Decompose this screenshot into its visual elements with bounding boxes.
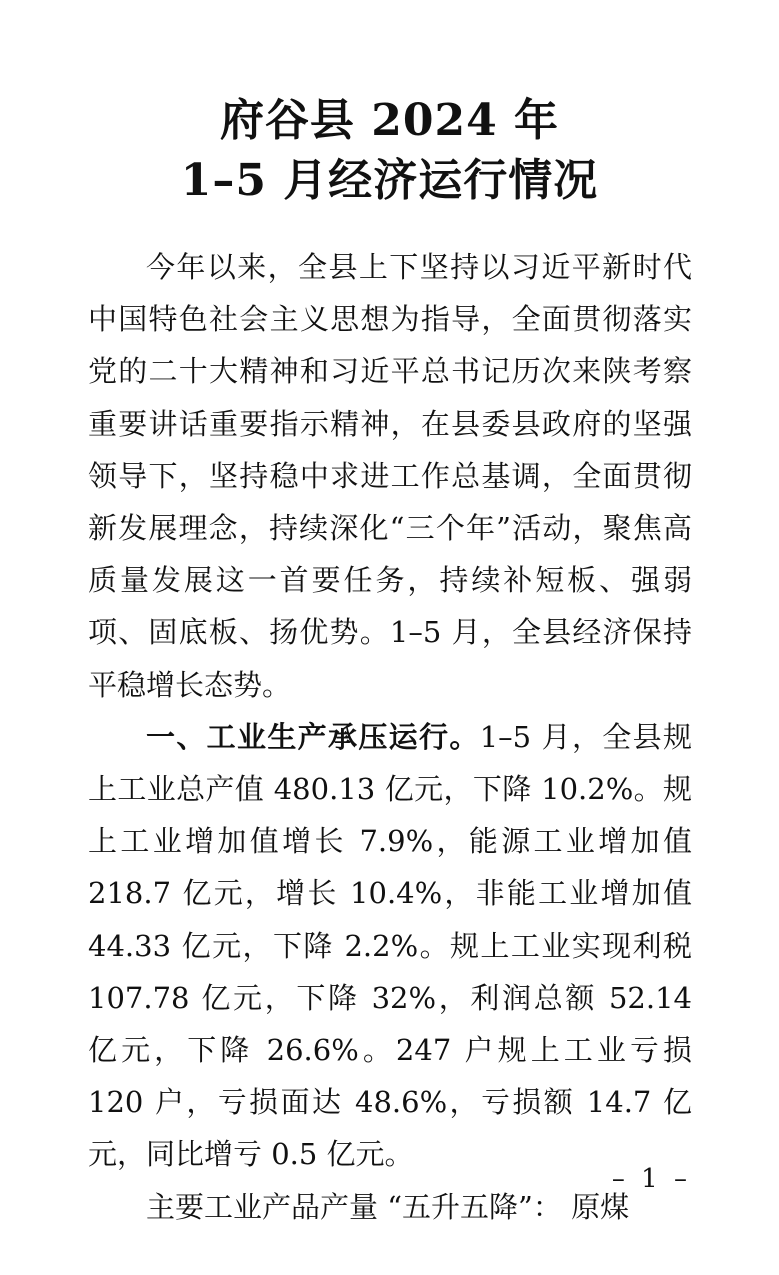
paragraph-industry xyxy=(88,711,692,1181)
page-number: – 1 – xyxy=(611,1164,691,1194)
document-title-line-2: 1–5 月经济运行情况 xyxy=(180,155,599,206)
section-heading-industry: 一、工业生产承压运行。 xyxy=(146,719,480,754)
paragraph-industry-text: 1–5 月，全县规上工业总产值 480.13 亿元，下降 10.2%。规上工业增加值增长 7.9%，能源工业增加值 218.7 亿元，增长 10.4%，非能工业增加值 44.33 亿元，下降 2.2%。规上工业实现利税 107.78 亿元，下降 32%，利润总额 52.14 亿元，下降 26.6%。247 户规上工业亏损 120 户，亏损面达 48.6%，亏损额 14.7 亿元，同比增亏 0.5 亿元。 xyxy=(88,719,692,1172)
document-body xyxy=(88,241,692,1233)
document-title-line-1: 府谷县 2024 年 xyxy=(219,95,560,146)
paragraph-intro: 今年以来，全县上下坚持以习近平新时代中国特色社会主义思想为指导，全面贯彻落实党的二十大精神和习近平总书记历次来陕考察重要讲话重要指示精神，在县委县政府的坚强领导下，坚持稳中求进工作总基调，全面贯彻新发展理念，持续深化“三个年”活动，聚焦高质量发展这一首要任务，持续补短板、强弱项、固底板、扬优势。1–5 月，全县经济保持平稳增长态势。 xyxy=(88,250,692,702)
paragraph-products: 主要工业产品产量 “五升五降”： 原煤 xyxy=(146,1189,630,1224)
